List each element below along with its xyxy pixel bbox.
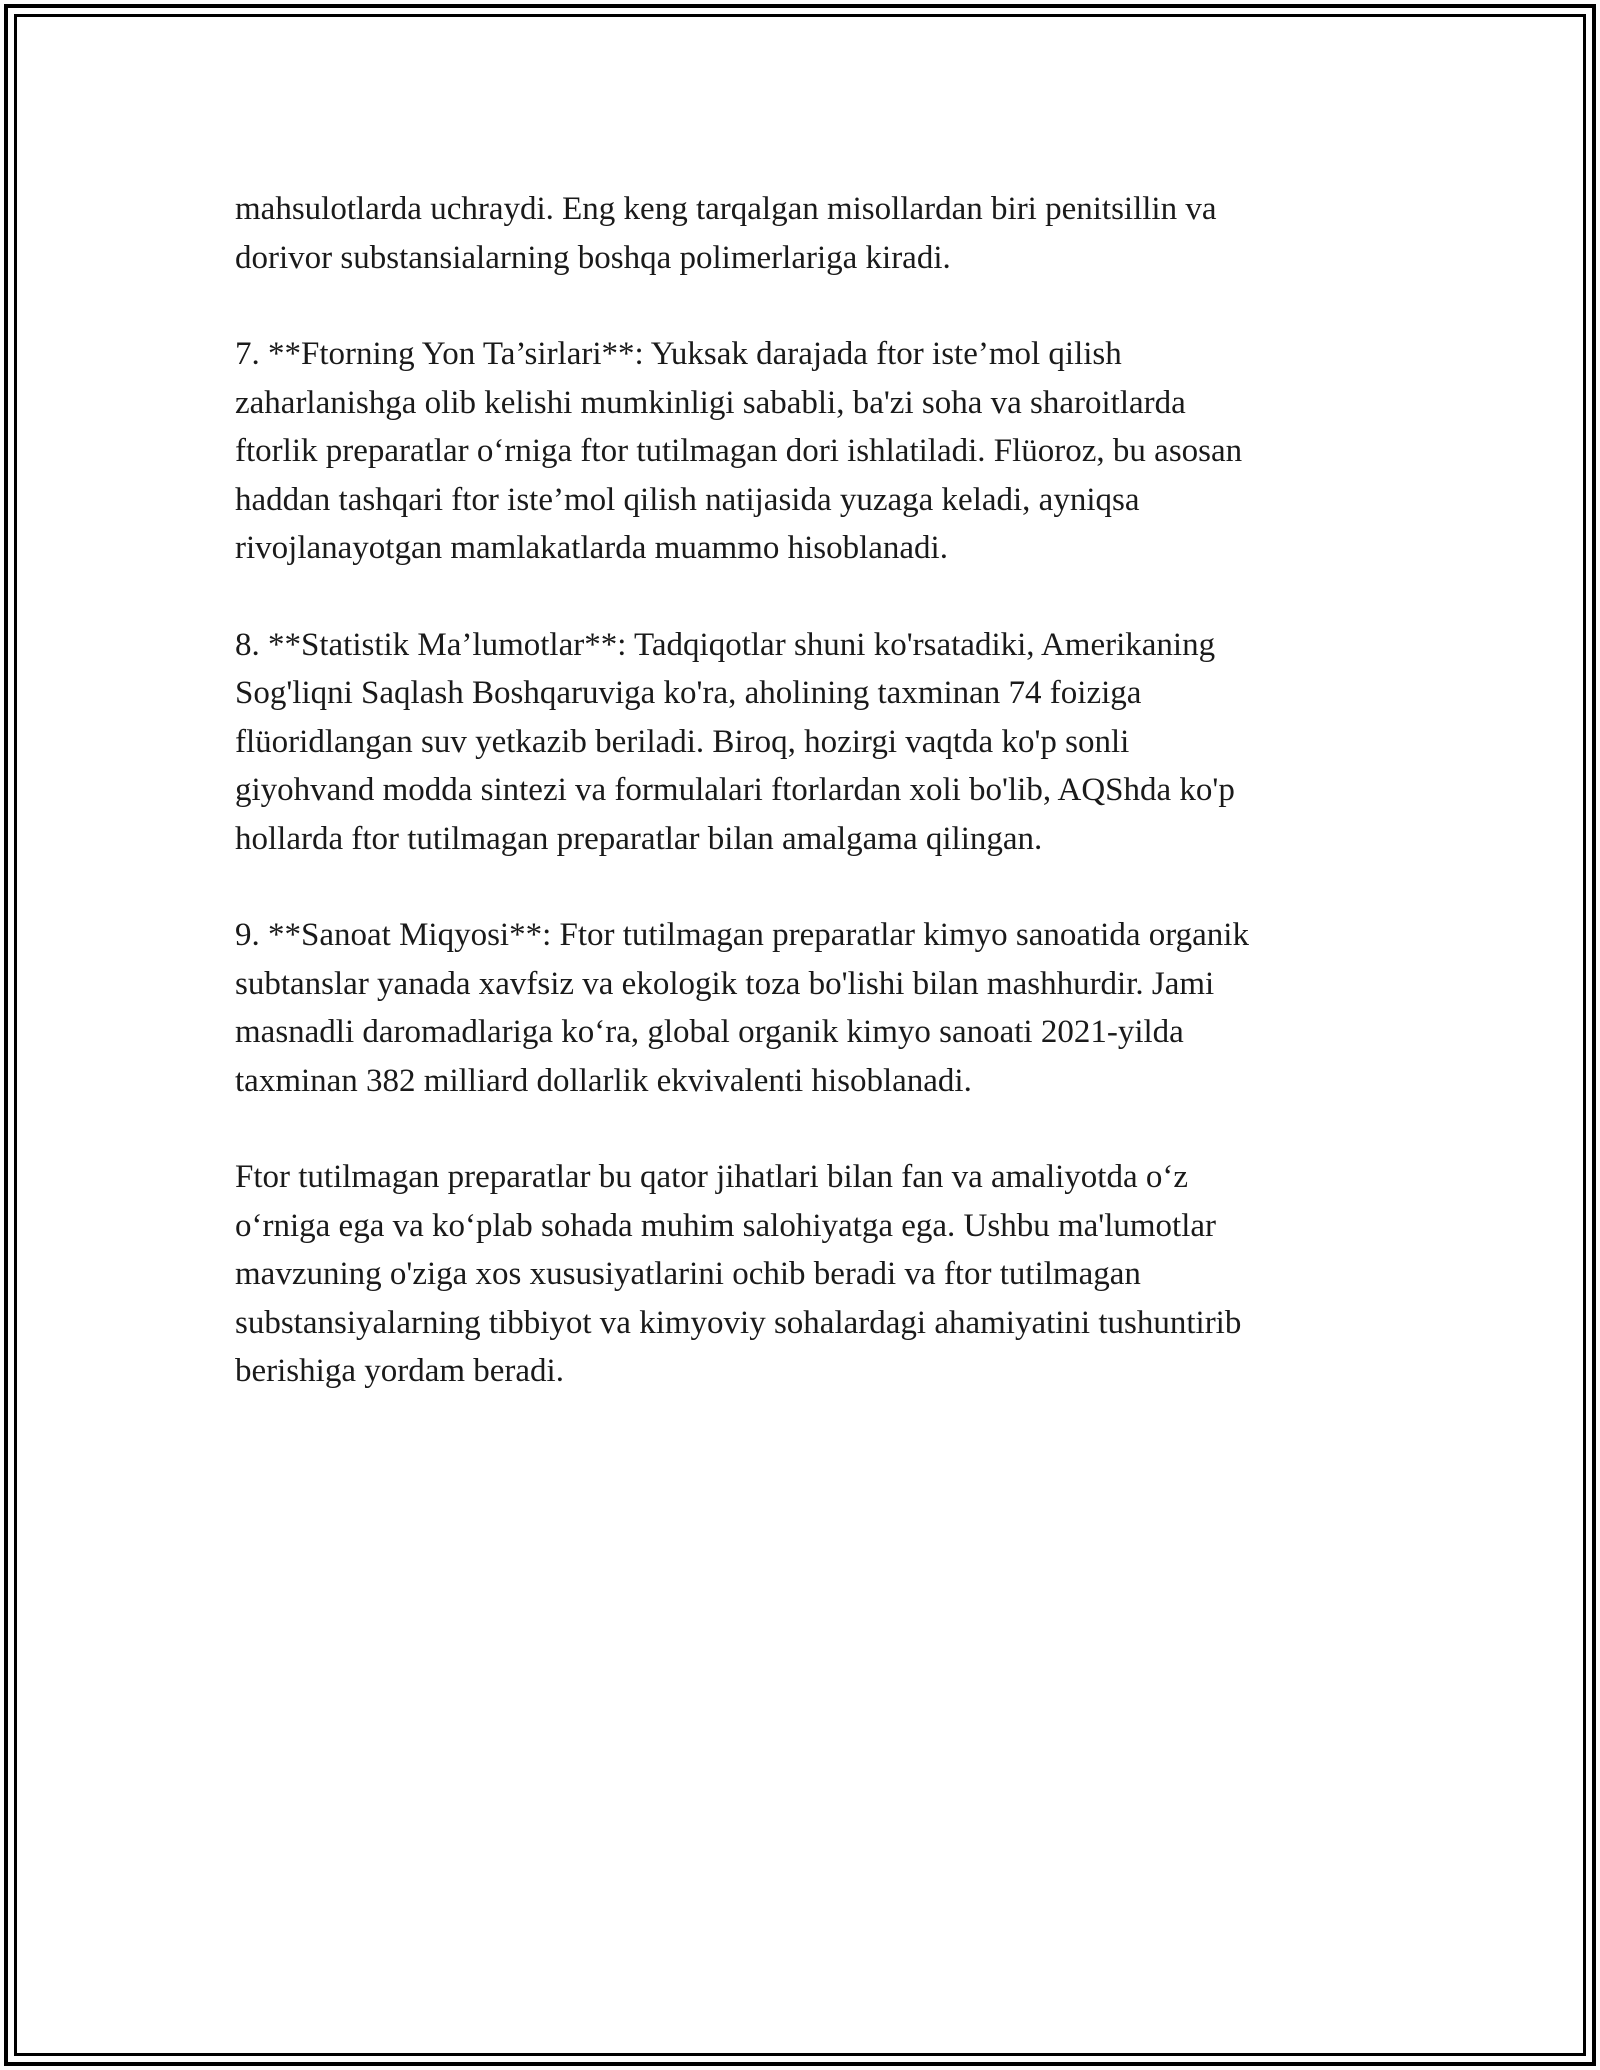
text-line: haddan tashqari ftor iste’mol qilish natijasida yuzaga keladi, ayniqsa	[235, 481, 1140, 518]
text-line: 9. **Sanoat Miqyosi**: Ftor tutilmagan preparatlar kimyo sanoatida organik	[235, 917, 1249, 953]
text-line: berishiga yordam beradi.	[235, 1353, 564, 1389]
text-line: hollarda ftor tutilmagan preparatlar bilan amalgama qilingan.	[235, 820, 1043, 857]
text-line: rivojlanayotgan mamlakatlarda muammo hisoblanadi.	[235, 530, 948, 566]
text-line: mahsulotlarda uchraydi. Eng keng tarqalgan misollardan biri penitsillin va	[235, 191, 1217, 227]
text-line: substansiyalarning tibbiyot va kimyoviy sohalardagi ahamiyatini tushuntirib	[235, 1304, 1242, 1341]
text-line: ftorlik preparatlar o‘rniga ftor tutilmagan dori ishlatiladi. Flüoroz, bu asosan	[235, 433, 1243, 469]
document-body	[235, 185, 1370, 1444]
text-line: masnadli daromadlariga ko‘ra, global organik kimyo sanoati 2021-yilda	[235, 1014, 1184, 1050]
text-line: giyohvand modda sintezi va formulalari ftorlardan xoli bo'lib, AQShda ko'p	[235, 772, 1235, 808]
text-line: dorivor substansialarning boshqa polimerlariga kiradi.	[235, 239, 951, 276]
text-line: Sog'liqni Saqlash Boshqaruviga ko'ra, aholining taxminan 74 foiziga	[235, 675, 1142, 711]
text-line: Ftor tutilmagan preparatlar bu qator jihatlari bilan fan va amaliyotda o‘z	[235, 1159, 1188, 1195]
text-line: subtanslar yanada xavfsiz va ekologik toza bo'lishi bilan mashhurdir. Jami	[235, 965, 1215, 1002]
text-line: taxminan 382 milliard dollarlik ekvivalenti hisoblanadi.	[235, 1062, 972, 1099]
paragraph-item-9	[235, 911, 1370, 1105]
text-line: flüoridlangan suv yetkazib beriladi. Biroq, hozirgi vaqtda ko'p sonli	[235, 723, 1130, 760]
paragraph-intro-continuation	[235, 185, 1370, 282]
text-line: 7. **Ftorning Yon Ta’sirlari**: Yuksak darajada ftor iste’mol qilish	[235, 336, 1122, 372]
paragraph-item-8	[235, 621, 1370, 864]
text-line: o‘rniga ega va ko‘plab sohada muhim salohiyatga ega. Ushbu ma'lumotlar	[235, 1207, 1217, 1244]
text-line: mavzuning o'ziga xos xususiyatlarini ochib beradi va ftor tutilmagan	[235, 1256, 1141, 1292]
paragraph-item-7	[235, 330, 1370, 573]
text-line: 8. **Statistik Ma’lumotlar**: Tadqiqotlar shuni ko'rsatadiki, Amerikaning	[235, 626, 1216, 663]
text-line: zaharlanishga olib kelishi mumkinligi sababli, ba'zi soha va sharoitlarda	[235, 384, 1186, 421]
paragraph-conclusion	[235, 1153, 1370, 1396]
